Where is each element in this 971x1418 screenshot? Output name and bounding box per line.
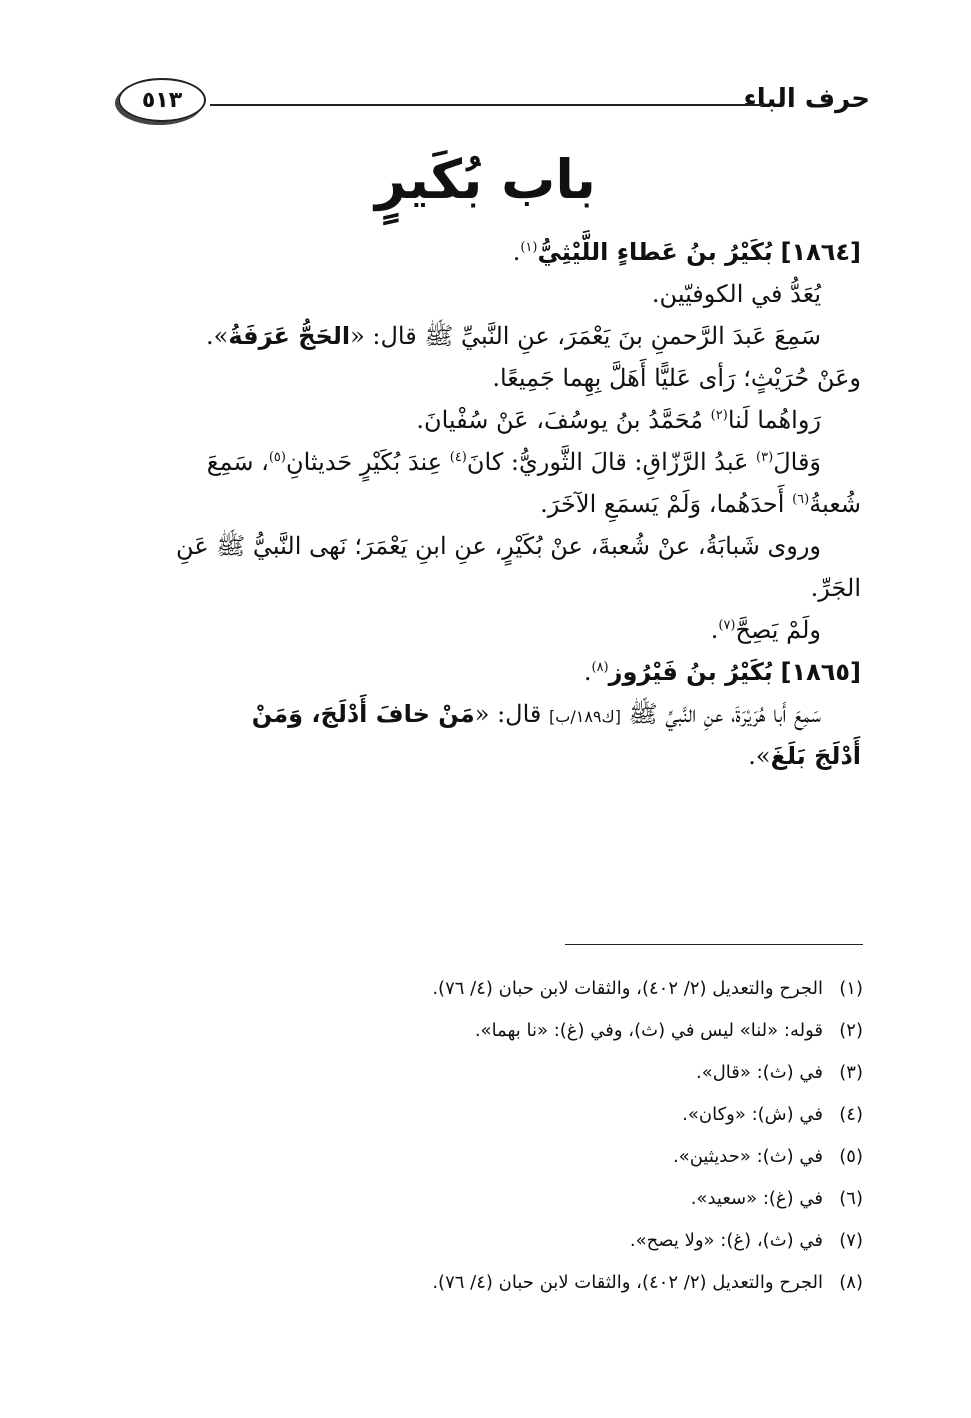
footnote-ref: (٨) <box>591 660 609 675</box>
text-line: يُعَدُّ في الكوفيّين. <box>651 280 821 308</box>
manuscript-ref: [ك١٨٩/ب] <box>549 707 621 726</box>
footnote-number: (٤) <box>839 1104 863 1125</box>
footnotes <box>111 968 863 1304</box>
footnote-number: (٦) <box>839 1188 863 1209</box>
text-line: الجَرِّ. <box>810 574 861 602</box>
footnote-number: (٢) <box>839 1020 863 1041</box>
text-span: أَحدَهُما، وَلَمْ يَسمَعِ الآخَرَ. <box>540 490 793 518</box>
footnote-item <box>111 1052 863 1094</box>
text-span: سَمِعَ عَبدَ الرَّحمنِ بنَ يَعْمَرَ، عنِ النَّبيِّ ﷺ قال: « <box>350 322 821 350</box>
text-span: ، سَمِعَ <box>206 448 269 476</box>
text-span: عِندَ بُكَيْرٍ حَديثانِ <box>285 448 450 476</box>
footnote-ref: (١) <box>520 240 538 255</box>
text-line <box>109 484 861 526</box>
text-line <box>109 442 861 484</box>
chapter-title: باب بُكَيرٍ <box>375 148 596 211</box>
hadith-text: مَنْ خافَ أَدْلَجَ، وَمَنْ <box>251 700 475 728</box>
text-span: مُحَمَّدُ بنُ يوسُفَ، عَنْ سُفْيانَ. <box>416 406 711 434</box>
footnote-number: (١) <box>839 978 863 999</box>
footnote-number: (٧) <box>839 1230 863 1251</box>
footnote-text: قوله: «لنا» ليس في (ث)، وفي (غ): «نا بهما». <box>474 1020 823 1041</box>
footnote-text: الجرح والتعديل (٢/ ٤٠٢)، والثقات لابن حبان (٤/ ٧٦). <box>432 1272 823 1293</box>
entry-name: بُكَيْرُ بنُ فَيْرُوز <box>608 658 773 686</box>
text-span: . <box>710 616 719 644</box>
text-span: شُعبةُ <box>809 490 861 518</box>
header-rule <box>210 104 764 106</box>
text-span: سَمِعَ أَبا هُرَيْرَةَ، عنِ النَّبيِّ ﷺ <box>620 700 821 728</box>
main-text <box>109 232 861 778</box>
footnote-ref: (٥) <box>268 450 286 465</box>
hadith-text: الحَجُّ عَرَفَةُ <box>228 322 351 350</box>
footnote-ref: (٣) <box>756 450 774 465</box>
text-span: ولَمْ يَصِحَّ <box>735 616 821 644</box>
footnote-text: في (ث)، (غ): «ولا يصح». <box>629 1230 823 1251</box>
footnote-text: في (ش): «وكان». <box>682 1104 823 1125</box>
text-line <box>109 694 861 736</box>
footnote-number: (٣) <box>839 1062 863 1083</box>
footnote-item <box>111 1010 863 1052</box>
text-line <box>109 400 861 442</box>
text-span: قال: « <box>474 700 550 728</box>
entry-heading-1865: [١٨٦٥] بُكَيْرُ بنُ فَيْرُوز$^{(٨)}$. <box>583 658 861 686</box>
footnote-item <box>111 968 863 1010</box>
footnote-ref: (٧) <box>718 618 736 633</box>
entry-heading-1864: [١٨٦٤] بُكَيْرُ بنُ عَطاءٍ اللَّيْثِيُّ$^{(١)}$. <box>512 238 861 266</box>
footnote-item <box>111 1262 863 1304</box>
footnote-ref: (٤) <box>449 450 467 465</box>
footnote-number: (٥) <box>839 1146 863 1167</box>
running-title: حرف الباء <box>743 84 870 114</box>
footnote-text: في (ث): «حديثين». <box>672 1146 823 1167</box>
footnote-item <box>111 1220 863 1262</box>
footnote-ref: (٦) <box>792 492 810 507</box>
text-span: عَبدُ الرَّزّاقِ: قالَ الثَّوريُّ: كانَ <box>466 448 757 476</box>
text-span: رَواهُما لَنا <box>727 406 821 434</box>
entry-name: بُكَيْرُ بنُ عَطاءٍ اللَّيْثِيُّ <box>537 238 773 266</box>
footnote-text: الجرح والتعديل (٢/ ٤٠٢)، والثقات لابن حبان (٤/ ٧٦). <box>432 978 823 999</box>
footnote-text: في (ث): «قال». <box>695 1062 823 1083</box>
footnote-item <box>111 1136 863 1178</box>
text-line <box>109 610 861 652</box>
footnote-text: في (غ): «سعيد». <box>690 1188 823 1209</box>
page-number-badge: ٥١٣ <box>118 78 206 122</box>
footnote-number: (٨) <box>839 1272 863 1293</box>
entry-number: [١٨٦٤] <box>780 238 861 266</box>
running-header <box>118 78 870 126</box>
text-span: ». <box>748 742 771 770</box>
text-span: وَقالَ <box>773 448 821 476</box>
hadith-text: أَدْلَجَ بَلَغَ <box>770 742 861 770</box>
entry-number: [١٨٦٥] <box>780 658 861 686</box>
footnote-item <box>111 1094 863 1136</box>
text-line: وروى شَبابَةُ، عنْ شُعبةَ، عنْ بُكَيْرٍ، عنِ ابنِ يَعْمَرَ؛ نَهى النَّبيُّ ﷺ عَنِ <box>176 532 821 560</box>
text-line: وعَنْ حُرَيْثٍ؛ رَأى عَليًّا أَهَلَّ بِهِما جَمِيعًا. <box>492 364 861 392</box>
footnote-item <box>111 1178 863 1220</box>
text-span: ». <box>206 322 229 350</box>
text-line <box>109 316 861 358</box>
text-line <box>109 736 861 778</box>
footnote-ref: (٢) <box>710 408 728 423</box>
footnote-separator <box>565 944 863 945</box>
